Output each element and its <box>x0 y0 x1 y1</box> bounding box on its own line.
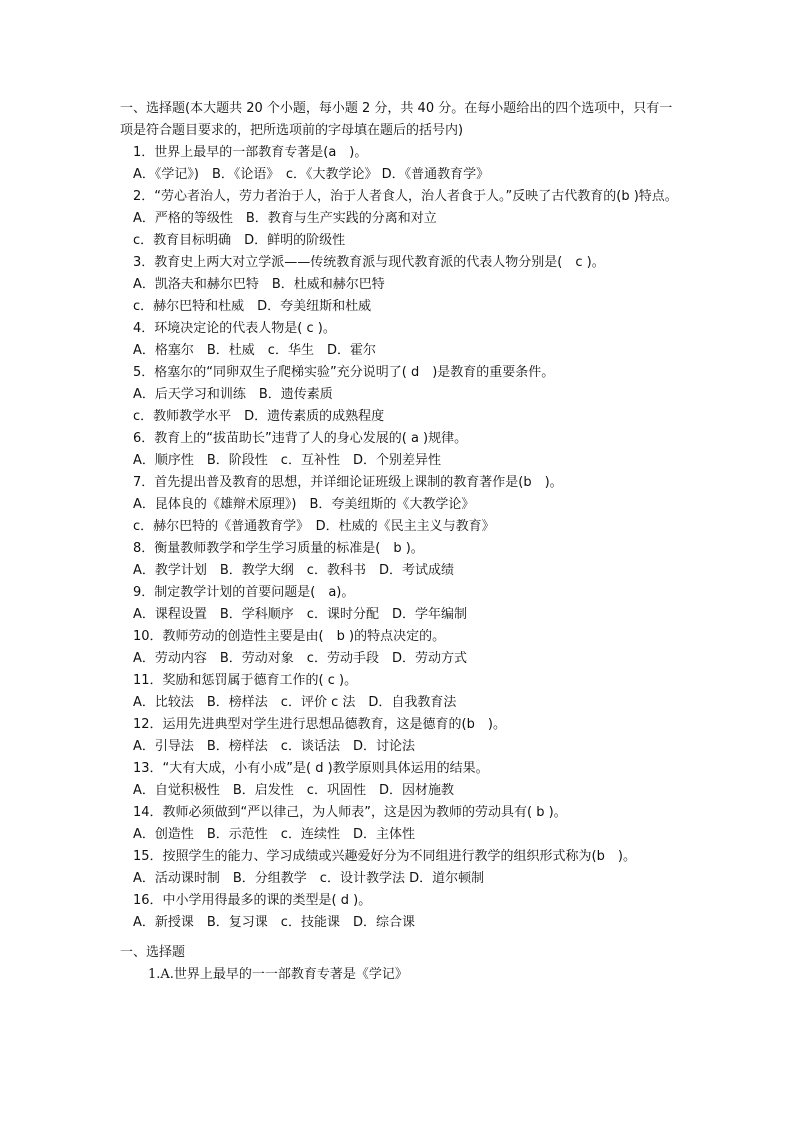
question-stem: 8．衡量教师教学和学生学习质量的标准是( b )。 <box>133 541 424 556</box>
question-stem: 10．教师劳动的创造性主要是由( b )的特点决定的。 <box>133 629 446 644</box>
question-item <box>120 582 680 626</box>
question-stem: 6．教育上的“拔苗助长”违背了人的身心发展的( a )规律。 <box>133 431 468 446</box>
question-options: A．创造性 B．示范性 c．连续性 D．主体性 <box>133 827 415 842</box>
question-item <box>120 186 680 252</box>
question-item <box>120 846 680 890</box>
question-stem: 3．教育史上两大对立学派——传统教育派与现代教育派的代表人物分别是( c )。 <box>133 255 605 270</box>
question-options: A．自觉积极性 B．启发性 c．巩固性 D．因材施教 <box>133 783 454 798</box>
question-stem: 9．制定教学计划的首要问题是( a)。 <box>133 585 355 600</box>
section-gap <box>120 934 680 942</box>
question-options: A．教学计划 B．教学大纲 c．教科书 D．考试成绩 <box>133 563 454 578</box>
question-item <box>120 318 680 362</box>
question-item <box>120 362 680 428</box>
question-item <box>120 714 680 758</box>
question-options: A．活动课时制 B．分组教学 c．设计教学法 D．道尔顿制 <box>133 871 485 886</box>
question-item <box>120 252 680 318</box>
answer-line: 1.A.世界上最早的一一部教育专著是《学记》 <box>148 967 408 982</box>
question-options: A．课程设置 B．学科顺序 c．课时分配 D．学年编制 <box>133 607 467 622</box>
question-stem: 2．“劳心者治人，劳力者治于人，治于人者食人，治人者食于人。”反映了古代教育的(b )特点。 <box>133 189 678 204</box>
question-options: A．引导法 B．榜样法 c．谈话法 D．讨论法 <box>133 739 415 754</box>
question-options: A．顺序性 B．阶段性 c．互补性 D．个别差异性 <box>133 453 441 468</box>
question-item <box>120 626 680 670</box>
question-options: A．凯洛夫和赫尔巴特 B．杜威和赫尔巴特 <box>133 277 385 292</box>
question-item <box>120 802 680 846</box>
question-options: A．新授课 B．复习课 c．技能课 D．综合课 <box>133 915 415 930</box>
section-heading: 一、选择题(本大题共 20 个小题，每小题 2 分，共 40 分。在每小题给出的四个选项中，只有一项是符合题目要求的，把所选项前的字母填在题后的括号内) <box>120 101 673 138</box>
question-list <box>120 142 680 934</box>
question-item <box>120 538 680 582</box>
question-item <box>120 472 680 538</box>
question-item <box>120 670 680 714</box>
question-stem: 14．教师必须做到“严以律己，为人师表”，这是因为教师的劳动具有( b )。 <box>133 805 567 820</box>
question-options: A．比较法 B．榜样法 c．评价 c 法 D．自我教育法 <box>133 695 457 710</box>
question-stem: 5．格塞尔的“同卵双生子爬梯实验”充分说明了( d )是教育的重要条件。 <box>133 365 555 380</box>
question-stem: 12．运用先进典型对学生进行思想品德教育，这是德育的(b )。 <box>133 717 506 732</box>
question-stem: 7．首先提出普及教育的思想，并详细论证班级上课制的教育著作是(b )。 <box>133 475 563 490</box>
exam-content <box>120 98 680 986</box>
question-options: c．赫尔巴特的《普通教育学》 D．杜威的《民主主义与教育》 <box>133 519 495 534</box>
question-item <box>120 758 680 802</box>
question-stem: 11．奖励和惩罚属于德育工作的( c )。 <box>133 673 358 688</box>
question-item <box>120 890 680 934</box>
question-stem: 1．世界上最早的一部教育专著是(a )。 <box>133 145 368 160</box>
question-options: A．严格的等级性 B．教育与生产实践的分离和对立 <box>133 211 437 226</box>
answer-section-heading: 一、选择题 <box>120 945 186 960</box>
question-options: A．劳动内容 B．劳动对象 c．劳动手段 D．劳动方式 <box>133 651 467 666</box>
question-stem: 4．环境决定论的代表人物是( c )。 <box>133 321 336 336</box>
question-stem: 13．“大有大成，小有小成”是( d )教学原则具体运用的结果。 <box>133 761 489 776</box>
question-options: A．昆体良的《雄辩术原理》) B．夸美纽斯的《大教学论》 <box>133 497 475 512</box>
question-stem: 16．中小学用得最多的课的类型是( d )。 <box>133 893 372 908</box>
question-options: A．后天学习和训练 B．遗传素质 <box>133 387 333 402</box>
question-options: c．教师教学水平 D．遗传素质的成熟程度 <box>133 409 385 424</box>
question-item <box>120 428 680 472</box>
question-options: A．格塞尔 B．杜威 c．华生 D．霍尔 <box>133 343 376 358</box>
question-options: c．赫尔巴特和杜威 D．夸美纽斯和杜威 <box>133 299 372 314</box>
question-stem: 15．按照学生的能力、学习成绩或兴趣爱好分为不同组进行教学的组织形式称为(b )。 <box>133 849 636 864</box>
question-item <box>120 142 680 186</box>
question-options: c．教育目标明确 D．鲜明的阶级性 <box>133 233 346 248</box>
question-options: A．《学记》) B．《论语》 c．《大教学论》 D．《普通教育学》 <box>133 167 490 182</box>
